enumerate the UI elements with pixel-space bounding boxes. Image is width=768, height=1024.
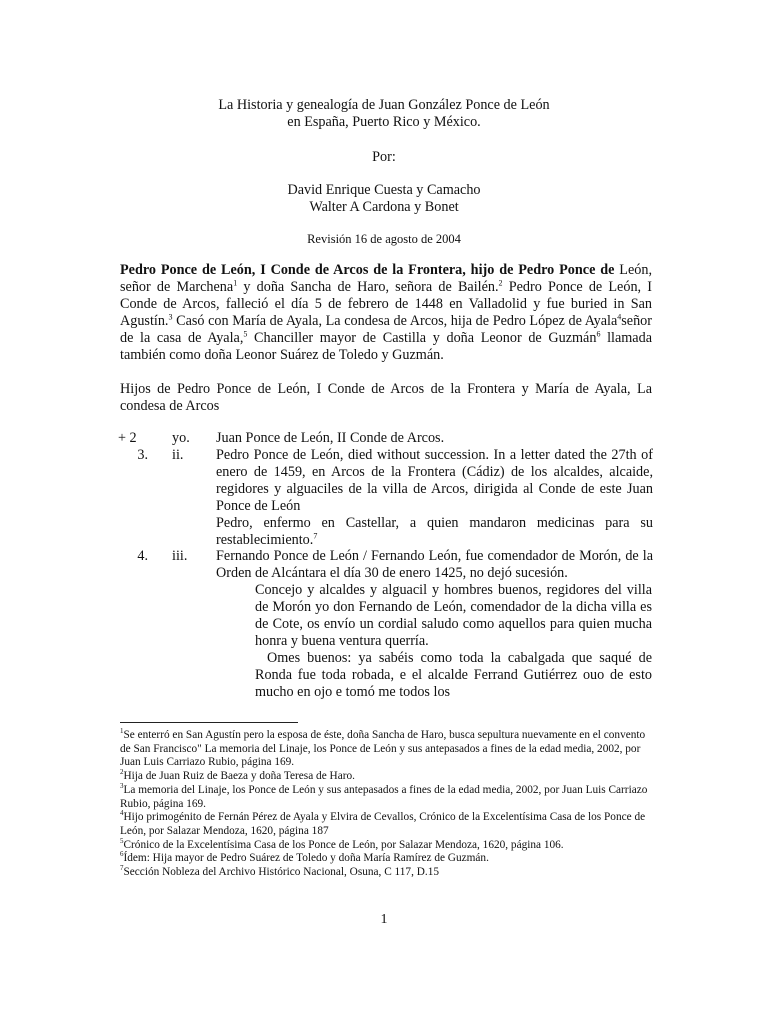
author-2: Walter A Cardona y Bonet (309, 199, 459, 215)
footnote (120, 811, 652, 838)
footnote-text: Crónico de la Excelentísima Casa de los Ponce de León, por Salazar Mendoza, 1620, página 106. (123, 838, 564, 851)
footnote-number: 7 (120, 864, 124, 873)
footnote-number: 3 (120, 782, 124, 791)
child-text-continued: Pedro, enfermo en Castellar, a quien mandaron medicinas para su restablecimiento. (216, 515, 653, 548)
revision-date: Revisión 16 de agosto de 2004 (307, 232, 461, 246)
child-text: Pedro Ponce de León, died without succession. In a letter dated the 27th of enero de 1459, en Arcos de la Frontera (Cádiz) de los alcaldes, alcaide, regidores y alguaciles de la villa de Arcos, dirigida al Conde de este Juan Ponce de León (216, 447, 653, 514)
footnote-number: 6 (120, 850, 124, 859)
intro-text-5: señor de la casa de Ayala, (120, 313, 652, 346)
footnote-ref-2[interactable]: 2 (498, 278, 503, 288)
author-1: David Enrique Cuesta y Camacho (287, 182, 481, 198)
footnote-ref-4[interactable]: 4 (617, 312, 622, 322)
intro-text-2: y doña Sancha de Haro, señora de Bailén. (237, 279, 499, 295)
footnote (120, 729, 652, 770)
footnote-text: Se enterró en San Agustín pero la esposa de éste, doña Sancha de Haro, busca sepultura nuevamente en el convento de San Francisco" La memoria del Linaje, los Ponce de León y sus antepasados a fines de la edad media, 2002, por Juan Luis Carriazo Rubio, página 169. (120, 729, 646, 769)
title-line-2: en España, Puerto Rico y México. (287, 114, 481, 130)
intro-paragraph (120, 262, 652, 364)
intro-text-3: Pedro Ponce de León, I Conde de Arcos, falleció el día 5 de febrero de 1448 en Valladolid y fue buried in San Agustín. (120, 279, 652, 329)
footnote-number: 5 (120, 836, 124, 845)
footnote-text: Hija de Juan Ruiz de Baeza y doña Teresa de Haro. (123, 770, 355, 783)
footnote (120, 770, 652, 784)
footnote-ref-5[interactable]: 5 (243, 329, 248, 339)
footnote-number: 1 (120, 727, 124, 736)
children-heading-text: Hijos de Pedro Ponce de León, I Conde de Arcos de la Frontera y María de Ayala, La condesa de Arcos (120, 381, 652, 414)
child-text: Juan Ponce de León, II Conde de Arcos. (216, 430, 445, 446)
intro-text-6: Chanciller mayor de Castilla y doña Leonor de Guzmán (247, 330, 597, 346)
footnotes (120, 729, 652, 880)
footnote-ref-1[interactable]: 1 (233, 278, 238, 288)
quote-text-1: Concejo y alcaldes y alguacil y hombres buenos, regidores del villa de Morón yo don Fernando de León, comendador de la dicha villa es de Cote, os envío un cordial saludo como aquellos para quien mucha honra y buena ventura querría. (255, 582, 652, 649)
footnote-divider (120, 722, 298, 723)
footnote-ref-3[interactable]: 3 (168, 312, 173, 322)
page-number: 1 (380, 912, 388, 927)
child-roman: yo. (172, 430, 190, 446)
child-roman: ii. (172, 447, 184, 463)
quote-text-2: Omes buenos: ya sabéis como toda la cabalgada que saqué de Ronda fue toda robada, e el alcalde Ferrand Gutiérrez ouo de esto mucho en ojo e tomó me todos los (255, 650, 652, 700)
child-text: Fernando Ponce de León / Fernando León, fue comendador de Morón, de la Orden de Alcántara el día 30 de enero 1425, no dejó sucesión. (216, 548, 653, 581)
footnote (120, 852, 652, 866)
child-number: + 2 (118, 430, 137, 446)
intro-bold-heading: Pedro Ponce de León, I Conde de Arcos de la Frontera, hijo de Pedro Ponce de (120, 262, 615, 278)
footnote (120, 784, 652, 811)
quote-paragraph-2 (255, 650, 652, 701)
footnote-text: Hijo primogénito de Fernán Pérez de Ayala y Elvira de Cevallos, Crónico de la Excelentísima Casa de los Ponce de León, por Salazar Mendoza, 1620, página 187 (120, 811, 646, 837)
intro-text-7: llamada también como doña Leonor Suárez de Toledo y Guzmán. (120, 330, 652, 363)
child-roman: iii. (172, 548, 188, 564)
footnote-ref-6[interactable]: 6 (596, 329, 601, 339)
footnote (120, 866, 652, 880)
footnote-number: 4 (120, 809, 124, 818)
children-heading (120, 381, 652, 415)
footnote-text: Sección Nobleza del Archivo Histórico Nacional, Osuna, C 117, D.15 (123, 866, 440, 879)
title-line-1: La Historia y genealogía de Juan González Ponce de León (218, 97, 550, 113)
intro-text-4: Casó con María de Ayala, La condesa de Arcos, hija de Pedro López de Ayala (172, 313, 618, 329)
footnote-text: La memoria del Linaje, los Ponce de León y sus antepasados a fines de la edad media, 2002, por Juan Luis Carriazo Rubio, página 169. (120, 783, 648, 810)
child-number: 3. (137, 447, 148, 463)
child-number: 4. (137, 548, 148, 564)
footnote-text: Ídem: Hija mayor de Pedro Suárez de Toledo y doña María Ramírez de Guzmán. (123, 852, 489, 865)
quote-paragraph-1 (255, 582, 652, 650)
footnote-number: 2 (120, 768, 124, 777)
footnote-ref-7[interactable]: 7 (313, 531, 318, 541)
footnote (120, 836, 652, 853)
by-label: Por: (372, 149, 396, 165)
intro-text-1: León, señor de Marchena (120, 262, 652, 295)
